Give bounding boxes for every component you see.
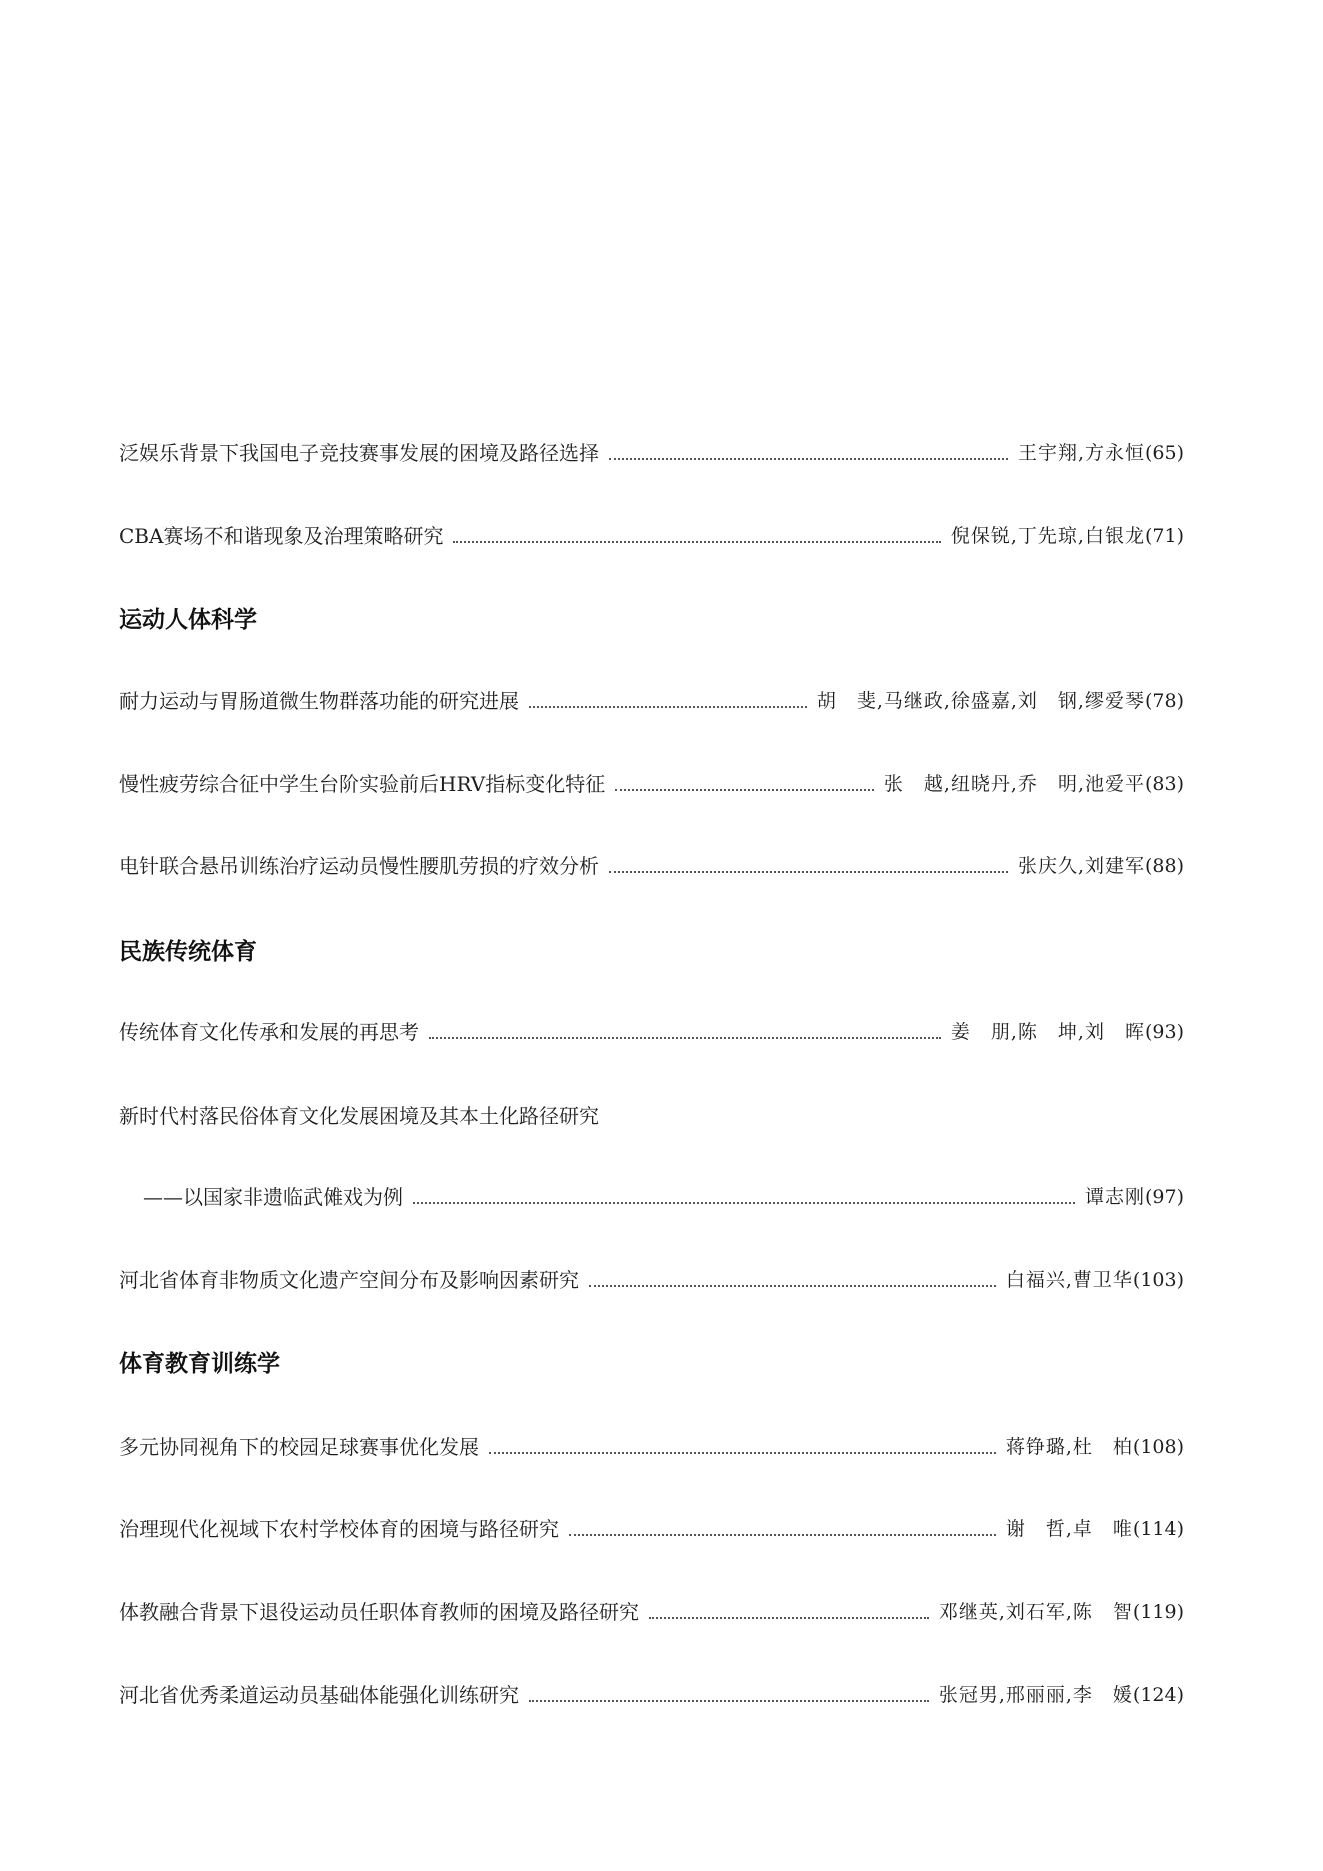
entry-title: 河北省优秀柔道运动员基础体能强化训练研究 (119, 1683, 519, 1707)
entry-authors: 张冠男,邢丽丽,李 媛 (938, 1684, 1133, 1706)
toc-entry (119, 438, 1184, 468)
entry-page: (114) (1132, 1518, 1184, 1540)
entry-authors: 倪保锐,丁先琼,白银龙 (950, 525, 1145, 547)
entry-authors: 王宇翔,方永恒 (1017, 442, 1145, 464)
entry-title: 慢性疲劳综合征中学生台阶实验前后HRV指标变化特征 (119, 772, 606, 796)
entry-page: (97) (1144, 1186, 1184, 1208)
toc-entry (119, 1514, 1184, 1544)
entry-authors: 胡 斐,马继政,徐盛嘉,刘 钢,缪爱琴 (816, 690, 1145, 712)
entry-authors: 邓继英,刘石军,陈 智 (938, 1601, 1133, 1623)
entry-page: (71) (1144, 525, 1184, 547)
entry-title: 泛娱乐背景下我国电子竞技赛事发展的困境及路径选择 (119, 441, 599, 465)
dot-leader (569, 1528, 996, 1536)
dot-leader (615, 783, 874, 791)
dot-leader (529, 1694, 929, 1702)
toc-entry (119, 1680, 1184, 1710)
entry-page: (65) (1144, 442, 1184, 464)
dot-leader (589, 1279, 996, 1287)
entry-title: 治理现代化视域下农村学校体育的困境与路径研究 (119, 1517, 559, 1541)
toc-entry (119, 769, 1184, 799)
entry-subtitle: ——以国家非遗临武傩戏为例 (143, 1185, 403, 1209)
section-heading: 体育教育训练学 (119, 1351, 280, 1377)
dot-leader (609, 452, 1008, 460)
entry-page: (93) (1144, 1021, 1184, 1043)
entry-page: (124) (1132, 1684, 1184, 1706)
entry-page: (88) (1144, 855, 1184, 877)
toc-entry (119, 521, 1184, 551)
entry-title: 河北省体育非物质文化遗产空间分布及影响因素研究 (119, 1268, 579, 1292)
toc-entry (119, 1432, 1184, 1462)
section-heading: 民族传统体育 (119, 939, 257, 965)
entry-title: 传统体育文化传承和发展的再思考 (119, 1020, 419, 1044)
entry-page: (83) (1144, 773, 1184, 795)
dot-leader (453, 535, 940, 543)
entry-title: 电针联合悬吊训练治疗运动员慢性腰肌劳损的疗效分析 (119, 854, 599, 878)
entry-title: 耐力运动与胃肠道微生物群落功能的研究进展 (119, 689, 519, 713)
toc-entry (119, 1017, 1184, 1047)
dot-leader (649, 1611, 929, 1619)
entry-authors: 谭志刚 (1084, 1186, 1145, 1208)
dot-leader (429, 1031, 941, 1039)
entry-title: 新时代村落民俗体育文化发展困境及其本土化路径研究 (119, 1104, 599, 1128)
entry-title: CBA赛场不和谐现象及治理策略研究 (119, 524, 444, 548)
entry-authors: 姜 朋,陈 坤,刘 晖 (950, 1021, 1145, 1043)
dot-leader (609, 865, 1008, 873)
section-heading: 运动人体科学 (119, 607, 257, 633)
entry-authors: 白福兴,曹卫华 (1005, 1269, 1133, 1291)
entry-page: (119) (1132, 1601, 1184, 1623)
dot-leader (413, 1196, 1075, 1204)
entry-authors: 张 越,纽晓丹,乔 明,池爱平 (883, 773, 1145, 795)
toc-entry-subtitle (143, 1182, 1184, 1212)
entry-authors: 蒋铮璐,杜 柏 (1005, 1436, 1133, 1458)
entry-page: (78) (1144, 690, 1184, 712)
dot-leader (489, 1446, 996, 1454)
entry-authors: 谢 哲,卓 唯 (1005, 1518, 1133, 1540)
entry-authors: 张庆久,刘建军 (1017, 855, 1145, 877)
entry-title: 体教融合背景下退役运动员任职体育教师的困境及路径研究 (119, 1600, 639, 1624)
entry-page: (108) (1132, 1436, 1184, 1458)
entry-title: 多元协同视角下的校园足球赛事优化发展 (119, 1435, 479, 1459)
toc-entry (119, 1597, 1184, 1627)
toc-entry (119, 851, 1184, 881)
toc-entry (119, 1265, 1184, 1295)
toc-entry (119, 686, 1184, 716)
entry-page: (103) (1132, 1269, 1184, 1291)
dot-leader (529, 700, 807, 708)
